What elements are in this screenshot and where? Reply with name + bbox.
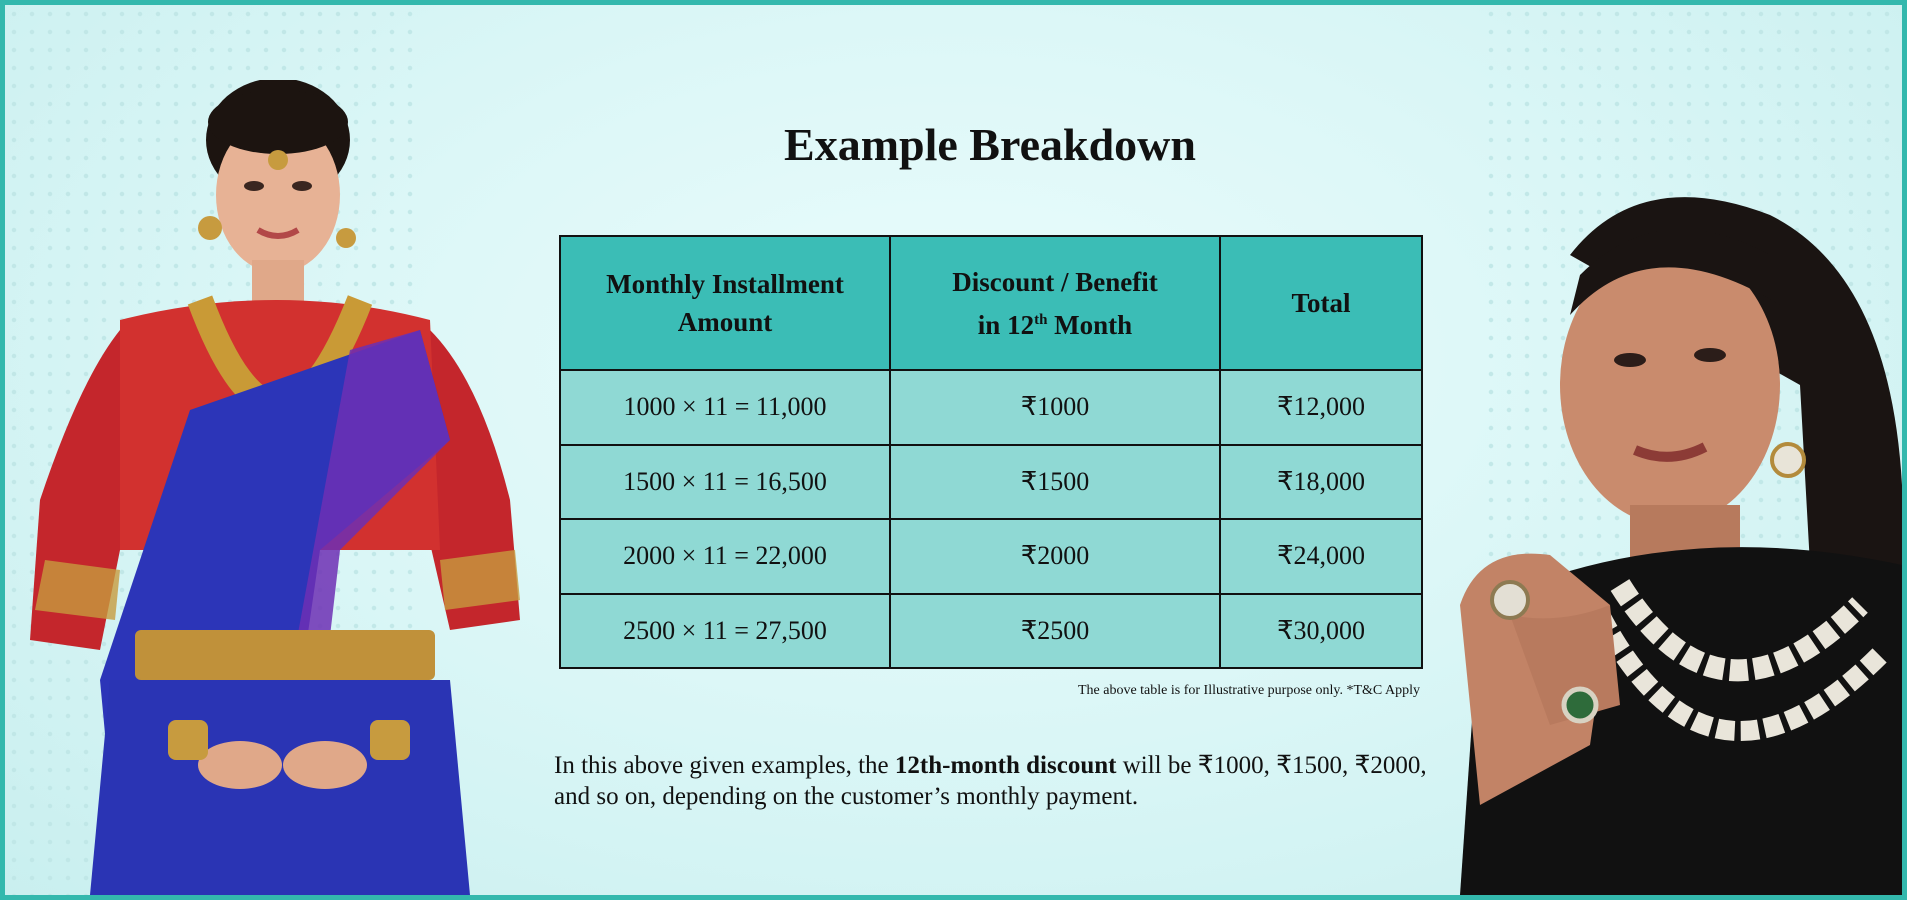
cell-benefit: ₹1000 bbox=[890, 370, 1220, 445]
table-row bbox=[560, 445, 1422, 520]
page-title: Example Breakdown bbox=[784, 119, 1196, 170]
model-right-jewelry-image bbox=[1420, 185, 1902, 895]
header-discount-benefit: Discount / Benefit in 12th Month bbox=[890, 236, 1220, 370]
cell-benefit: ₹2000 bbox=[890, 519, 1220, 594]
cell-benefit: ₹2500 bbox=[890, 594, 1220, 669]
cell-total: ₹18,000 bbox=[1220, 445, 1422, 520]
header-total: Total bbox=[1220, 236, 1422, 370]
table-row bbox=[560, 370, 1422, 445]
cell-total: ₹12,000 bbox=[1220, 370, 1422, 445]
cell-total: ₹30,000 bbox=[1220, 594, 1422, 669]
table-header-row bbox=[560, 236, 1422, 370]
cell-total: ₹24,000 bbox=[1220, 519, 1422, 594]
table-row bbox=[560, 519, 1422, 594]
cell-amount: 2500 × 11 = 27,500 bbox=[560, 594, 890, 669]
cell-amount: 1000 × 11 = 11,000 bbox=[560, 370, 890, 445]
breakdown-table bbox=[559, 235, 1423, 669]
explanation-text: In this above given examples, the 12th-month discount will be ₹1000, ₹1500, ₹2000, and so on, depending on the customer’s monthly payment. bbox=[554, 752, 1427, 810]
cell-amount: 2000 × 11 = 22,000 bbox=[560, 519, 890, 594]
disclaimer-note: The above table is for Illustrative purpose only. *T&C Apply bbox=[1077, 683, 1420, 698]
header-monthly-installment: Monthly Installment Amount bbox=[560, 236, 890, 370]
table-row bbox=[560, 594, 1422, 669]
explanation-bold: 12th-month discount bbox=[894, 752, 1117, 779]
title-container bbox=[560, 118, 1420, 171]
model-left-saree-image bbox=[20, 80, 540, 895]
cell-amount: 1500 × 11 = 16,500 bbox=[560, 445, 890, 520]
cell-benefit: ₹1500 bbox=[890, 445, 1220, 520]
